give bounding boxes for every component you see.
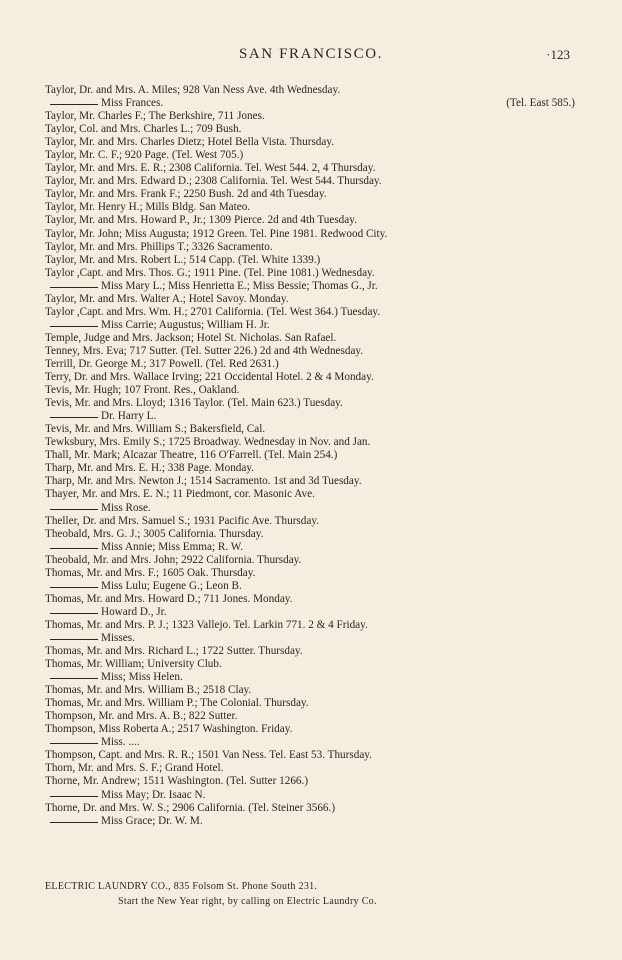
entry-text: Taylor, Mr. John; Miss Augusta; 1912 Green. Tel. Pine 1981. Redwood City. — [45, 227, 388, 240]
entry-text: Tevis, Mr. and Mrs. William S.; Bakersfield, Cal. — [45, 423, 266, 436]
entry-text: Taylor ,Capt. and Mrs. Thos. G.; 1911 Pine. (Tel. Pine 1081.) Wednesday. — [45, 266, 375, 279]
directory-entry — [45, 201, 575, 214]
directory-entry — [45, 228, 575, 241]
directory-entry — [45, 358, 575, 371]
family-member-line — [45, 280, 575, 293]
entry-text: Thompson, Miss Roberta A.; 2517 Washington. Friday. — [45, 723, 293, 736]
entry-text: Terry, Dr. and Mrs. Wallace Irving; 221 Occidental Hotel. 2 & 4 Monday. — [45, 371, 374, 384]
directory-entry — [45, 345, 575, 358]
directory-entry — [45, 449, 575, 462]
directory-entry — [45, 384, 575, 397]
entry-text: Thomas, Mr. and Mrs. P. J.; 1323 Vallejo. Tel. Larkin 771. 2 & 4 Friday. — [45, 618, 368, 631]
family-member-line — [45, 815, 575, 828]
entry-text: Tenney, Mrs. Eva; 717 Sutter. (Tel. Sutter 226.) 2d and 4th Wednesday. — [45, 344, 364, 357]
page-number: ·123 — [546, 47, 570, 62]
entry-text: Tharp, Mr. and Mrs. E. H.; 338 Page. Monday. — [45, 462, 255, 475]
entry-text: Thompson, Mr. and Mrs. A. B.; 822 Sutter. — [45, 710, 238, 723]
directory-entry — [45, 162, 575, 175]
entry-text: Dr. Harry L. — [101, 410, 157, 423]
directory-entry — [45, 423, 575, 436]
directory-entry — [45, 710, 575, 723]
directory-entry — [45, 241, 575, 254]
family-member-line — [45, 580, 575, 593]
entry-text: Taylor, Mr. Charles F.; The Berkshire, 711 Jones. — [45, 110, 265, 123]
directory-entry — [45, 488, 575, 501]
entry-text: Howard D., Jr. — [101, 605, 167, 618]
entry-text: Taylor, Mr. Henry H.; Mills Bldg. San Mateo. — [45, 201, 251, 214]
entry-text: Terrill, Dr. George M.; 317 Powell. (Tel. Red 2631.) — [45, 357, 279, 370]
directory-entry — [45, 254, 575, 267]
family-member-line — [45, 671, 575, 684]
entry-text: Miss Frances. — [101, 97, 164, 110]
directory-entry — [45, 123, 575, 136]
entry-text: Taylor, Dr. and Mrs. A. Miles; 928 Van Ness Ave. 4th Wednesday. — [45, 84, 341, 96]
directory-entry — [45, 515, 575, 528]
page-header — [0, 46, 622, 66]
entry-text: Thayer, Mr. and Mrs. E. N.; 11 Piedmont, cor. Masonic Ave. — [45, 488, 315, 501]
entry-text: Thomas, Mr. William; University Club. — [45, 658, 222, 671]
entry-text: Theobald, Mrs. G. J.; 3005 California. Thursday. — [45, 527, 264, 540]
advertisement-line-1: ELECTRIC LAUNDRY CO., 835 Folsom St. Phone South 231. — [45, 881, 318, 892]
directory-entry — [45, 188, 575, 201]
entry-text: Tevis, Mr. and Mrs. Lloyd; 1316 Taylor. (Tel. Main 623.) Tuesday. — [45, 397, 343, 410]
directory-entry — [45, 593, 575, 606]
entry-text: Thompson, Capt. and Mrs. R. R.; 1501 Van Ness. Tel. East 53. Thursday. — [45, 749, 372, 762]
directory-entry — [45, 684, 575, 697]
directory-entry — [45, 306, 575, 319]
entry-text: Taylor, Mr. and Mrs. Walter A.; Hotel Savoy. Monday. — [45, 292, 289, 305]
family-member-line — [45, 789, 575, 802]
entry-text: Thall, Mr. Mark; Alcazar Theatre, 116 O'Farrell. (Tel. Main 254.) — [45, 449, 338, 462]
entry-text: Tharp, Mr. and Mrs. Newton J.; 1514 Sacramento. 1st and 3d Tuesday. — [45, 475, 362, 488]
entry-text: Miss Mary L.; Miss Henrietta E.; Miss Bessie; Thomas G., Jr. — [101, 279, 378, 292]
entry-text: Misses. — [101, 631, 135, 644]
family-member-line — [45, 319, 575, 332]
directory-entry — [45, 762, 575, 775]
directory-entry — [45, 332, 575, 345]
family-member-line — [45, 632, 575, 645]
entry-text: Temple, Judge and Mrs. Jackson; Hotel St. Nicholas. San Rafael. — [45, 331, 337, 344]
entry-text: Taylor, Mr. and Mrs. Frank F.; 2250 Bush. 2d and 4th Tuesday. — [45, 188, 327, 201]
entry-text: Miss Lulu; Eugene G.; Leon B. — [101, 579, 242, 592]
directory-entry — [45, 110, 575, 123]
family-member-line — [45, 606, 575, 619]
entry-text: Thorne, Mr. Andrew; 1511 Washington. (Tel. Sutter 1266.) — [45, 775, 309, 788]
directory-entry — [45, 475, 575, 488]
entry-text: Thomas, Mr. and Mrs. William P.; The Colonial. Thursday. — [45, 697, 309, 710]
directory-entry — [45, 175, 575, 188]
entry-telephone: (Tel. East 585.) — [506, 97, 575, 110]
directory-entry — [45, 645, 575, 658]
directory-entry — [45, 528, 575, 541]
entry-text: Tevis, Mr. Hugh; 107 Front. Res., Oakland. — [45, 384, 240, 397]
directory-entry — [45, 802, 575, 815]
running-title: SAN FRANCISCO. — [238, 46, 384, 62]
entry-text: Taylor ,Capt. and Mrs. Wm. H.; 2701 California. (Tel. West 364.) Tuesday. — [45, 305, 381, 318]
entry-text: Taylor, Mr. and Mrs. E. R.; 2308 California. Tel. West 544. 2, 4 Thursday. — [45, 162, 376, 175]
entry-text: Miss May; Dr. Isaac N. — [101, 788, 206, 801]
directory-entry — [45, 371, 575, 384]
entry-text: Taylor, Col. and Mrs. Charles L.; 709 Bush. — [45, 123, 242, 136]
entry-text: Thorne, Dr. and Mrs. W. S.; 2906 California. (Tel. Steiner 3566.) — [45, 801, 336, 814]
directory-entry — [45, 436, 575, 449]
entry-text: Thomas, Mr. and Mrs. Howard D.; 711 Jones. Monday. — [45, 592, 293, 605]
entry-text: Miss Annie; Miss Emma; R. W. — [101, 540, 244, 553]
directory-entry — [45, 149, 575, 162]
entry-text: Theobald, Mr. and Mrs. John; 2922 California. Thursday. — [45, 553, 302, 566]
entry-text: Miss Grace; Dr. W. M. — [101, 814, 203, 827]
entry-text: Thomas, Mr. and Mrs. William B.; 2518 Clay. — [45, 684, 252, 697]
directory-entry — [45, 397, 575, 410]
family-member-line — [45, 410, 575, 423]
entry-text: Taylor, Mr. and Mrs. Robert L.; 514 Capp. (Tel. White 1339.) — [45, 253, 321, 266]
directory-entry — [45, 775, 575, 788]
advertisement-footer — [45, 879, 575, 909]
directory-entry — [45, 136, 575, 149]
family-member-line — [45, 502, 575, 515]
entry-text: Taylor, Mr. and Mrs. Charles Dietz; Hotel Bella Vista. Thursday. — [45, 136, 335, 149]
entry-text: Miss Rose. — [101, 501, 151, 514]
entry-text: Thomas, Mr. and Mrs. Richard L.; 1722 Sutter. Thursday. — [45, 645, 303, 658]
directory-entry — [45, 462, 575, 475]
family-member-line — [45, 541, 575, 554]
entry-text: Tewksbury, Mrs. Emily S.; 1725 Broadway. Wednesday in Nov. and Jan. — [45, 436, 371, 449]
entry-text: Taylor, Mr. and Mrs. Edward D.; 2308 California. Tel. West 544. Thursday. — [45, 175, 382, 188]
entry-text: Miss. .... — [101, 736, 140, 749]
entry-text: Miss Carrie; Augustus; William H. Jr. — [101, 318, 270, 331]
entry-text: Thomas, Mr. and Mrs. F.; 1605 Oak. Thursday. — [45, 566, 256, 579]
directory-entry — [45, 749, 575, 762]
entry-text: Theller, Dr. and Mrs. Samuel S.; 1931 Pacific Ave. Thursday. — [45, 514, 320, 527]
entry-text: Taylor, Mr. and Mrs. Howard P., Jr.; 1309 Pierce. 2d and 4th Tuesday. — [45, 214, 357, 227]
entry-text: Thorn, Mr. and Mrs. S. F.; Grand Hotel. — [45, 762, 224, 775]
directory-entry — [45, 697, 575, 710]
directory-entry — [45, 293, 575, 306]
directory-entries — [45, 84, 575, 828]
entry-text: Taylor, Mr. and Mrs. Phillips T.; 3326 Sacramento. — [45, 240, 273, 253]
family-member-line — [45, 736, 575, 749]
directory-entry — [45, 567, 575, 580]
directory-entry — [45, 723, 575, 736]
directory-entry — [45, 619, 575, 632]
directory-entry — [45, 214, 575, 227]
entry-text: Taylor, Mr. C. F.; 920 Page. (Tel. West 705.) — [45, 149, 244, 162]
directory-entry — [45, 554, 575, 567]
entry-text: Miss; Miss Helen. — [101, 671, 183, 684]
directory-entry — [45, 658, 575, 671]
directory-entry — [45, 84, 575, 97]
advertisement-line-2: Start the New Year right, by calling on Electric Laundry Co. — [118, 896, 377, 907]
directory-entry — [45, 267, 575, 280]
family-member-line — [45, 97, 575, 110]
